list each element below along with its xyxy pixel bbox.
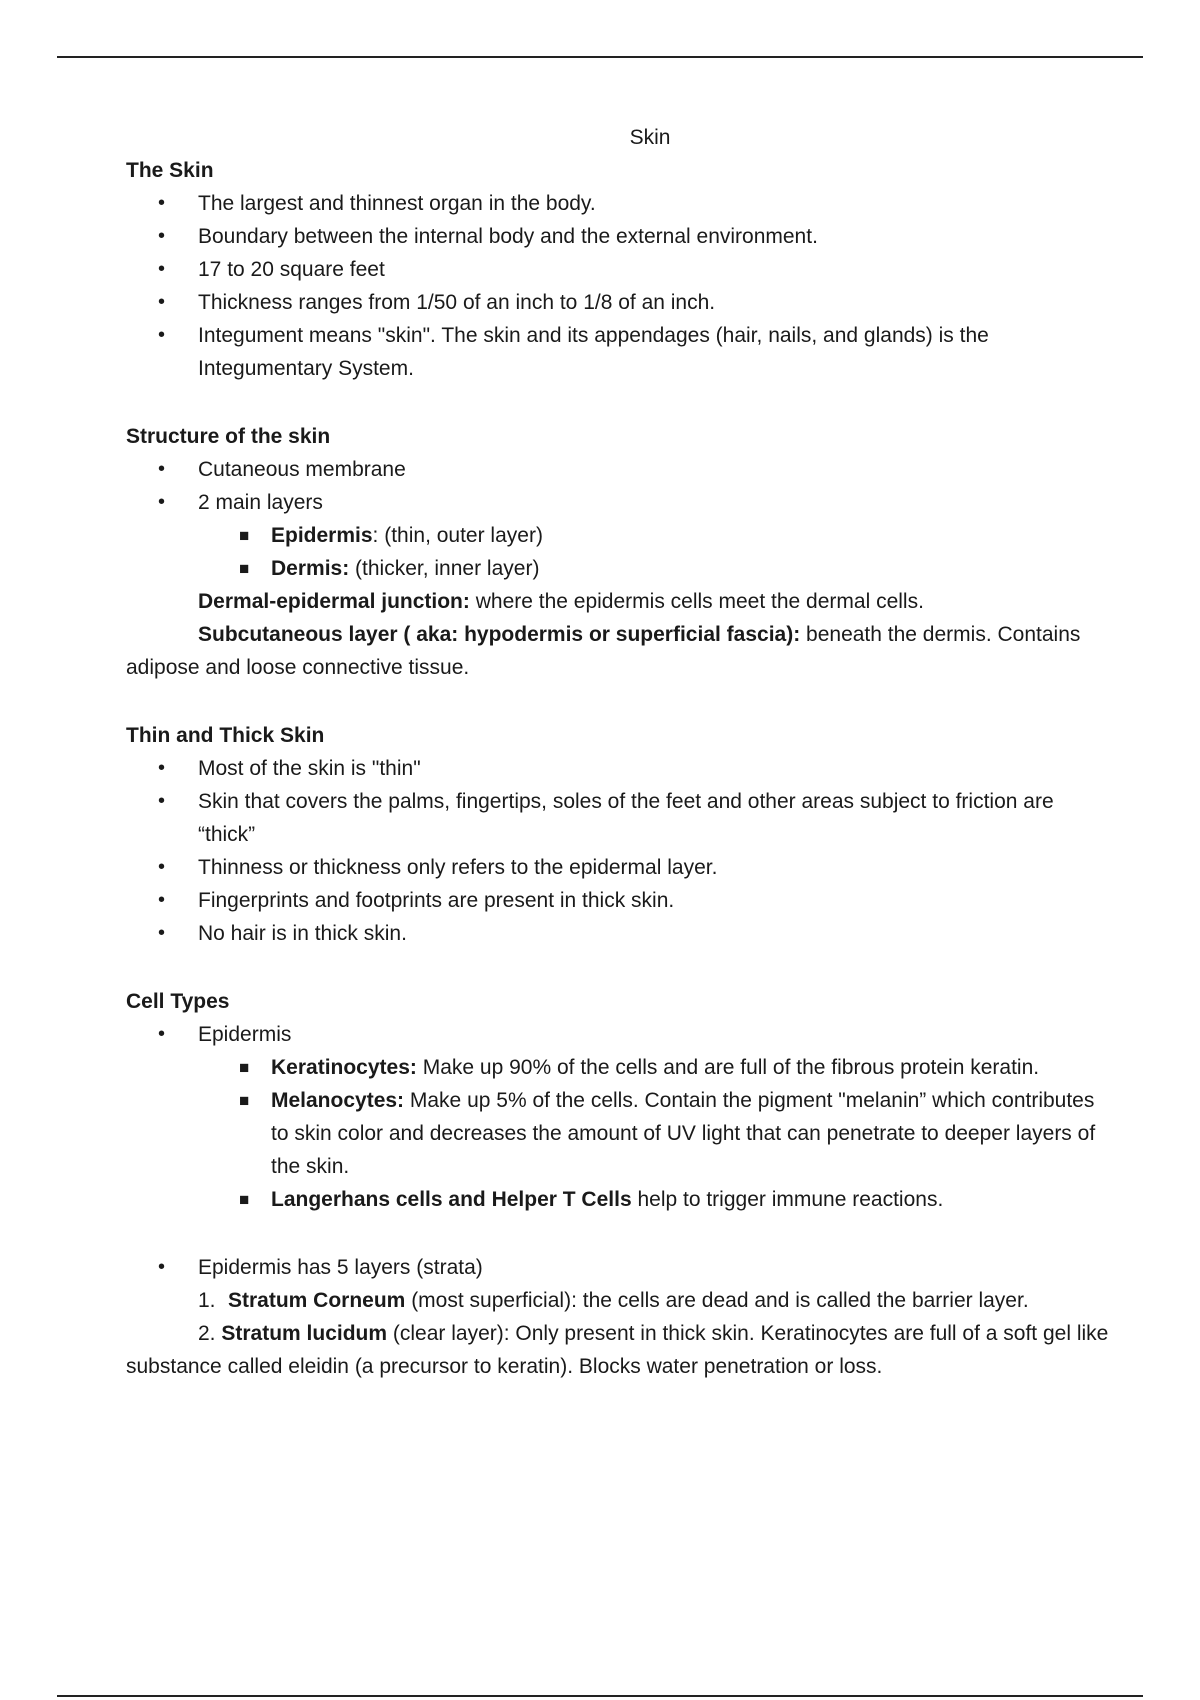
list-item: • Fingerprints and footprints are present in thick skin.: [126, 884, 1116, 917]
bullet-icon: •: [158, 192, 166, 214]
square-bullet-icon: ■: [239, 1190, 250, 1209]
sub-list-item: ■ Dermis: (thicker, inner layer): [126, 552, 1116, 585]
sub-list-item: ■ Epidermis: (thin, outer layer): [126, 519, 1116, 552]
list-item: • No hair is in thick skin.: [126, 917, 1116, 950]
sub-list-item: ■ Keratinocytes: Make up 90% of the cells and are full of the fibrous protein keratin.: [126, 1051, 1116, 1084]
sub-list-item: ■ Melanocytes: Make up 5% of the cells. Contain the pigment "melanin” which contributes to skin color and decreases the amount of UV light that can penetrate to deeper layers of the skin.: [126, 1084, 1116, 1183]
header-rule: [57, 56, 1143, 58]
document-body: [126, 121, 1116, 1383]
definition-junction: Dermal-epidermal junction: where the epidermis cells meet the dermal cells.: [198, 590, 924, 613]
list-item: • Boundary between the internal body and the external environment.: [126, 220, 1116, 253]
footer-rule: [57, 1695, 1143, 1697]
square-bullet-icon: ■: [239, 559, 250, 578]
bullet-icon: •: [158, 889, 166, 911]
document-title: Skin: [629, 126, 671, 149]
list-item: • Thickness ranges from 1/50 of an inch to 1/8 of an inch.: [126, 286, 1116, 319]
section-heading-cell-types: Cell Types: [126, 990, 230, 1013]
bullet-icon: •: [158, 324, 166, 346]
list-item: • Skin that covers the palms, fingertips, soles of the feet and other areas subject to friction are “thick”: [126, 785, 1116, 851]
bullet-icon: •: [158, 491, 166, 513]
definition-subcutaneous: Subcutaneous layer ( aka: hypodermis or superficial fascia): beneath the dermis. Contains adipose and loose connective tissue.: [126, 623, 1081, 679]
bullet-icon: •: [158, 291, 166, 313]
bullet-icon: •: [158, 922, 166, 944]
numbered-item: 2. Stratum lucidum (clear layer): Only present in thick skin. Keratinocytes are full of a soft gel like substance called eleidin (a precursor to keratin). Blocks water penetration or loss.: [126, 1322, 1109, 1378]
list-item: • 17 to 20 square feet: [126, 253, 1116, 286]
bullet-icon: •: [158, 757, 166, 779]
list-item: • Epidermis has 5 layers (strata): [126, 1251, 1116, 1284]
bullet-icon: •: [158, 258, 166, 280]
list-item: • Epidermis: [126, 1018, 1116, 1051]
numbered-item: 1. Stratum Corneum (most superficial): the cells are dead and is called the barrier layer.: [198, 1289, 1029, 1312]
square-bullet-icon: ■: [239, 1058, 250, 1077]
bullet-icon: •: [158, 856, 166, 878]
section-heading-the-skin: The Skin: [126, 159, 214, 182]
list-item: • Most of the skin is "thin": [126, 752, 1116, 785]
sub-list-item: ■ Langerhans cells and Helper T Cells help to trigger immune reactions.: [126, 1183, 1116, 1216]
bullet-icon: •: [158, 1256, 166, 1278]
list-item: • The largest and thinnest organ in the body.: [126, 187, 1116, 220]
list-item: • 2 main layers: [126, 486, 1116, 519]
bullet-icon: •: [158, 1023, 166, 1045]
section-heading-structure: Structure of the skin: [126, 425, 331, 448]
list-item: • Integument means "skin". The skin and its appendages (hair, nails, and glands) is the Integumentary System.: [126, 319, 1116, 385]
list-item: • Cutaneous membrane: [126, 453, 1116, 486]
square-bullet-icon: ■: [239, 1091, 250, 1110]
bullet-icon: •: [158, 225, 166, 247]
bullet-icon: •: [158, 790, 166, 812]
section-heading-thin-thick: Thin and Thick Skin: [126, 724, 325, 747]
list-item: • Thinness or thickness only refers to the epidermal layer.: [126, 851, 1116, 884]
square-bullet-icon: ■: [239, 526, 250, 545]
bullet-icon: •: [158, 458, 166, 480]
